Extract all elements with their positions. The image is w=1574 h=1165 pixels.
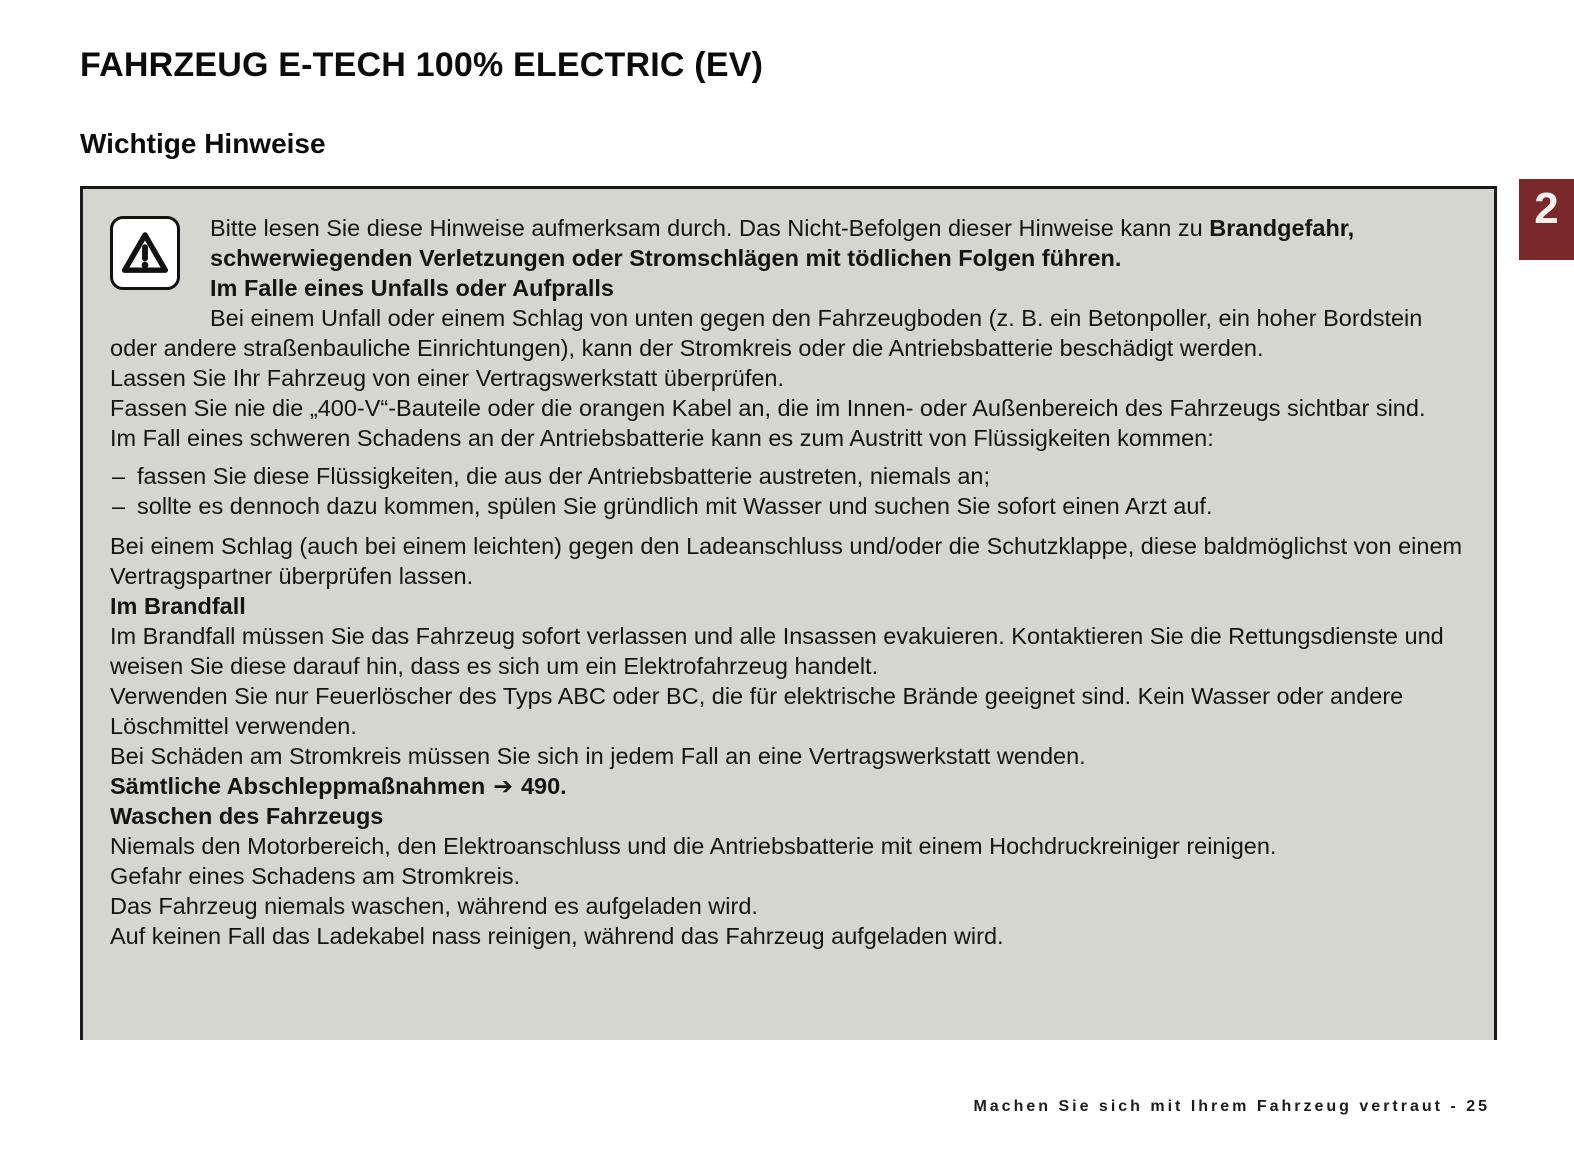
dash-bullet: –: [112, 493, 126, 519]
tow-reference-line: [110, 771, 1464, 801]
paragraph-leak: Im Fall eines schweren Schadens an der Antriebsbatterie kann es zum Austritt von Flüssigkeiten kommen:: [110, 425, 1214, 451]
paragraph-wash-highpressure: Niemals den Motorbereich, den Elektroanschluss und die Antriebsbatterie mit einem Hochdruckreiniger reinigen.: [110, 833, 1277, 859]
list-item-text: sollte es dennoch dazu kommen, spülen Sie gründlich mit Wasser und suchen Sie sofort einen Arzt auf.: [137, 493, 1213, 519]
dash-bullet: –: [112, 463, 126, 489]
section-subtitle: Wichtige Hinweise: [80, 128, 326, 159]
list-item: [110, 461, 1464, 491]
heading-accident: Im Falle eines Unfalls oder Aufpralls: [210, 275, 614, 301]
chapter-number: 2: [1534, 184, 1559, 233]
heading-fire: Im Brandfall: [110, 593, 246, 619]
paragraph-wash-cable: Auf keinen Fall das Ladekabel nass reinigen, während das Fahrzeug aufgeladen wird.: [110, 923, 1004, 949]
paragraph-impact: Bei einem Schlag (auch bei einem leichten) gegen den Ladeanschluss und/oder die Schutzklappe, diese baldmöglichst von einem Vertragspartner überprüfen lassen.: [110, 533, 1463, 589]
page-title: FAHRZEUG E-TECH 100% ELECTRIC (EV): [80, 46, 764, 84]
paragraph-fire-evacuate: Im Brandfall müssen Sie das Fahrzeug sofort verlassen und alle Insassen evakuieren. Kontaktieren Sie die Rettungsdienste und weisen Sie diese darauf hin, dass es sich um ein Elektrofahrzeug handelt.: [110, 623, 1444, 679]
list-item-text: fassen Sie diese Flüssigkeiten, die aus der Antriebsbatterie austreten, niemals an;: [137, 463, 991, 489]
paragraph-fire-extinguisher: Verwenden Sie nur Feuerlöscher des Typs ABC oder BC, die für elektrische Brände geeignet sind. Kein Wasser oder andere Löschmittel verwenden.: [110, 683, 1404, 739]
warning-intro-bold: Brandgefahr, schwerwiegenden Verletzungen oder Stromschlägen mit tödlichen Folgen führen.: [210, 215, 1355, 271]
warning-triangle-icon: [110, 216, 180, 290]
chapter-tab: [1519, 179, 1574, 260]
paragraph-400v: Fassen Sie nie die „400-V“-Bauteile oder die orangen Kabel an, die im Innen- oder Außenbereich des Fahrzeugs sichtbar sind.: [110, 395, 1426, 421]
heading-wash: Waschen des Fahrzeugs: [110, 803, 384, 829]
warning-intro-text: Bitte lesen Sie diese Hinweise aufmerksam durch. Das Nicht-Befolgen dieser Hinweise kann zu: [210, 215, 1210, 241]
paragraph-wash-charging: Das Fahrzeug niemals waschen, während es aufgeladen wird.: [110, 893, 758, 919]
tow-reference-page: 490.: [520, 773, 567, 799]
arrow-right-icon: ➔: [493, 772, 513, 800]
footer-text: Machen Sie sich mit Ihrem Fahrzeug vertraut - 25: [973, 1098, 1490, 1115]
paragraph-accident: Bei einem Unfall oder einem Schlag von unten gegen den Fahrzeugboden (z. B. ein Betonpoller, ein hoher Bordstein oder andere straßenbauliche Einrichtungen), kann der Stromkreis oder die Antriebsbatterie beschädigt werden.: [110, 305, 1423, 361]
warning-box: [80, 186, 1497, 1040]
tow-reference-label: Sämtliche Abschleppmaßnahmen: [110, 773, 486, 799]
fluid-warning-list: [110, 461, 1464, 521]
paragraph-wash-risk: Gefahr eines Schadens am Stromkreis.: [110, 863, 521, 889]
paragraph-inspect: Lassen Sie Ihr Fahrzeug von einer Vertragswerkstatt überprüfen.: [110, 365, 785, 391]
list-item: [110, 491, 1464, 521]
warning-intro: [110, 213, 1464, 273]
paragraph-fire-workshop: Bei Schäden am Stromkreis müssen Sie sich in jedem Fall an eine Vertragswerkstatt wenden.: [110, 743, 1086, 769]
page-footer: [973, 1098, 1490, 1116]
